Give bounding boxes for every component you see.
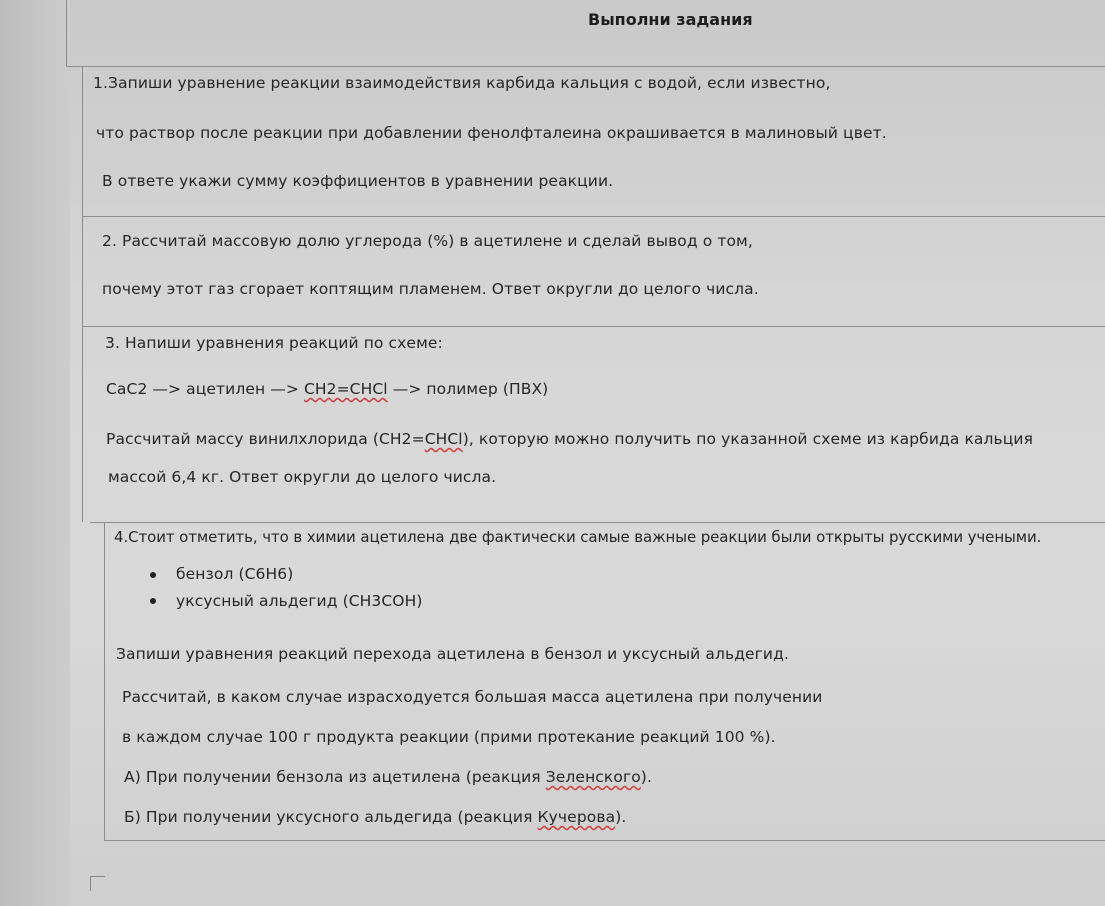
task3-scheme-part3: —> полимер (ПВХ) [387,380,549,398]
task4-bullet-1: бензол (C6H6) [176,565,294,583]
option-b-part1: Б) При получении уксусного альдегида (реакция [124,808,538,826]
option-a-part3: ). [640,768,652,786]
table-left-border-task4 [104,522,105,840]
task3-scheme-vinyl-chloride: CH2=CHCl [303,380,388,398]
bullet-1 [150,572,156,578]
task4-line3: Рассчитай, в каком случае израсходуется большая масса ацетилена при получении [122,688,823,706]
task3-line3 [106,430,1033,448]
task1-line1: 1.Запиши уравнение реакции взаимодействия карбида кальция с водой, если известно, [93,74,831,92]
task3-line3-formula: CHCl [424,430,463,448]
task3-line4: массой 6,4 кг. Ответ округли до целого числа. [108,468,497,486]
task3-line3-part1: Рассчитай массу винилхлорида (CH2= [106,430,425,448]
task3-scheme-part1: CaC2 —> ацетилен —> [106,380,304,398]
table-left-border-top [66,0,67,66]
row-divider-2 [82,216,1105,217]
table-left-border [82,66,83,522]
page-title: Выполни задания [588,10,753,29]
task4-line4: в каждом случае 100 г продукта реакции (прими протекание реакций 100 %). [122,728,776,746]
task4-option-a [124,768,652,786]
option-a-part1: А) При получении бензола из ацетилена (реакция [124,768,546,786]
row-divider-3 [82,326,1105,327]
task2-line1: 2. Рассчитай массовую долю углерода (%) в ацетилене и сделай вывод о том, [102,232,753,250]
task3-scheme [106,380,548,398]
task4-option-b [124,808,626,826]
paragraph-corner-mark [90,876,105,891]
row-divider-4 [90,522,1105,523]
option-b-name: Кучерова [537,808,616,826]
task4-bullet-2: уксусный альдегид (CH3COH) [176,592,423,610]
task2-line2: почему этот газ сгорает коптящим пламенем. Ответ округли до целого числа. [102,280,759,298]
task3-line1: 3. Напиши уравнения реакций по схеме: [105,334,443,352]
row-divider-1 [66,66,1105,67]
task4-line1: 4.Стоит отметить, что в химии ацетилена две фактически самые важные реакции были открыты русскими учеными. [114,528,1042,546]
task3-line3-part3: ), которую можно получить по указанной схеме из карбида кальция [462,430,1033,448]
document-page [60,0,1105,906]
task4-line2: Запиши уравнения реакций перехода ацетилена в бензол и уксусный альдегид. [116,645,789,663]
option-a-name: Зеленского [545,768,641,786]
task1-line2: что раствор после реакции при добавлении фенолфталеина окрашивается в малиновый цвет. [96,124,887,142]
option-b-part3: ). [615,808,627,826]
row-divider-bottom [104,840,1105,841]
bullet-2 [150,598,156,604]
task1-line3: В ответе укажи сумму коэффициентов в уравнении реакции. [102,172,614,190]
